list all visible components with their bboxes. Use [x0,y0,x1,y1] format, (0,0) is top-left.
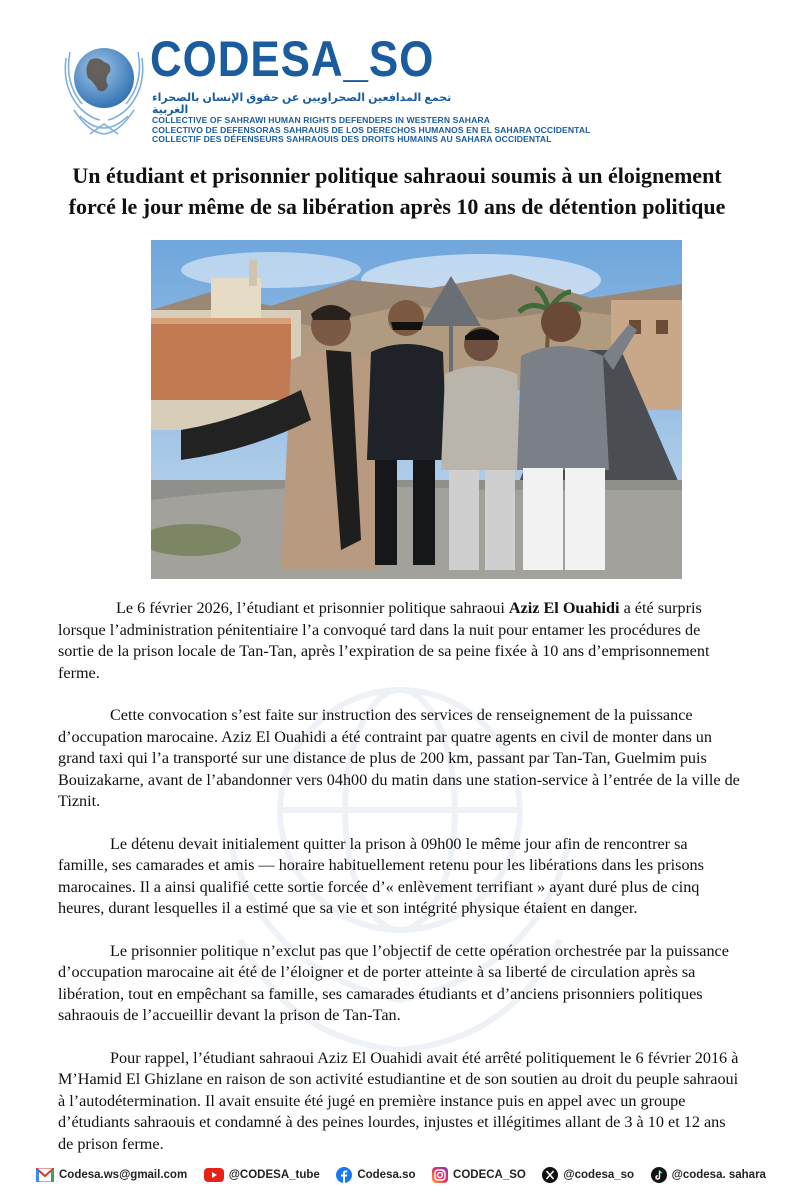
subtitle-spanish: COLECTIVO DE DEFENSORAS SAHRAUIS DE LOS DERECHOS HUMANOS EN EL SAHARA OCCIDENTAL [152,124,591,135]
brand-subtitles [152,92,591,145]
footer-contacts [36,1164,766,1186]
x-icon [542,1167,558,1183]
footer-facebook[interactable] [336,1167,415,1183]
p1-text-end: a été surpris lorsque l’administration pénitentiaire l’a convoqué tard dans la nuit pour entamer les procédures de sortie de la prison locale de Tan-Tan, après l’expiration de sa peine fixée à 10 ans d’emprisonnement ferme. [58,599,710,682]
facebook-text: Codesa.so [357,1169,416,1181]
subtitle-english: COLLECTIVE OF SAHRAWI HUMAN RIGHTS DEFENDERS IN WESTERN SAHARA [152,115,491,126]
header-logo [60,30,591,148]
globe-hands-icon [60,38,148,142]
subtitle-french: COLLECTIF DES DÉFENSEURS SAHRAOUIS DES DROITS HUMAINS AU SAHARA OCCIDENTAL [152,134,552,145]
youtube-text: @CODESA_tube [228,1169,320,1181]
instagram-icon [432,1167,448,1183]
facebook-icon [336,1167,352,1183]
footer-tiktok[interactable] [651,1167,766,1183]
paragraph-5: Pour rappel, l’étudiant sahraoui Aziz El Ouahidi avait été arrêté politiquement le 6 février 2016 à M’Hamid El Ghizlane en raison de son activité estudiantine et de son soutien au droit du peuple sahraoui à l’autodétermination. Il avait ensuite été jugé en première instance puis en appel avec un groupe d’étudiants sahraouis et condamné à des peines lourdes, injustes et illégitimes allant de 3 à 10 et 12 ans de prison ferme. [58,1048,739,1153]
paragraph-1 [58,598,740,684]
subtitle-arabic: تجمع المدافعين الصحراويين عن حقوق الإنسان بالصحراء الغربية [152,92,452,117]
tiktok-text: @codesa. sahara [671,1169,766,1181]
footer-email[interactable] [36,1168,187,1182]
article-photo [151,240,682,579]
paragraph-2: Cette convocation s’est faite sur instruction des services de renseignement de la puissance d’occupation marocaine. Aziz El Ouahidi a été contraint par quatre agents en civil de monter dans un grand taxi qui l’a transporté sur une distance de plus de 200 km, passant par Tan-Tan, Guelmim puis Bouizakarne, avant de l’abandonner vers 04h00 du matin dans une station-service à l’entrée de la ville de Tiznit. [58,706,740,810]
article-body [58,598,740,1176]
x-text: @codesa_so [563,1169,635,1181]
footer-youtube[interactable] [204,1168,320,1182]
person-name: Aziz El Ouahidi [508,599,620,617]
paragraph-3: Le détenu devait initialement quitter la prison à 09h00 le même jour afin de rencontrer sa famille, ses camarades et amis — horaire habituellement retenu pour les libérations dans les prisons marocaines. Il a ainsi qualifié cette sortie forcée d’« enlèvement terrifiant » ayant duré plus de cinq heures, durant lesquelles il a estimé que sa vie et son intégrité physique étaient en danger. [58,834,704,917]
footer-x[interactable] [542,1167,634,1183]
paragraph-4: Le prisonnier politique n’exclut pas que l’objectif de cette opération orchestrée par la puissance d’occupation marocaine ait été de l’éloigner et de porter atteinte à sa liberté de circulation après sa libération, tout en empêchant sa famille, ses camarades étudiants et d’anciens prisonniers politiques sahraouis de l’accueillir devant la prison de Tan-Tan. [58,941,729,1024]
p1-text-start: Le 6 février 2026, l’étudiant et prisonnier politique sahraoui [116,599,509,617]
title-line-1: Un étudiant et prisonnier politique sahraoui soumis à un éloignement [72,163,722,188]
email-text: Codesa.ws@gmail.com [59,1169,188,1181]
brand-name: CODESA_SO [150,31,435,87]
gmail-icon [36,1168,54,1182]
article-title [40,160,754,222]
title-line-2: forcé le jour même de sa libération après 10 ans de détention politique [68,194,726,219]
tiktok-icon [651,1167,667,1183]
instagram-text: CODECA_SO [453,1169,526,1181]
youtube-icon [204,1168,224,1182]
footer-instagram[interactable] [432,1167,526,1183]
